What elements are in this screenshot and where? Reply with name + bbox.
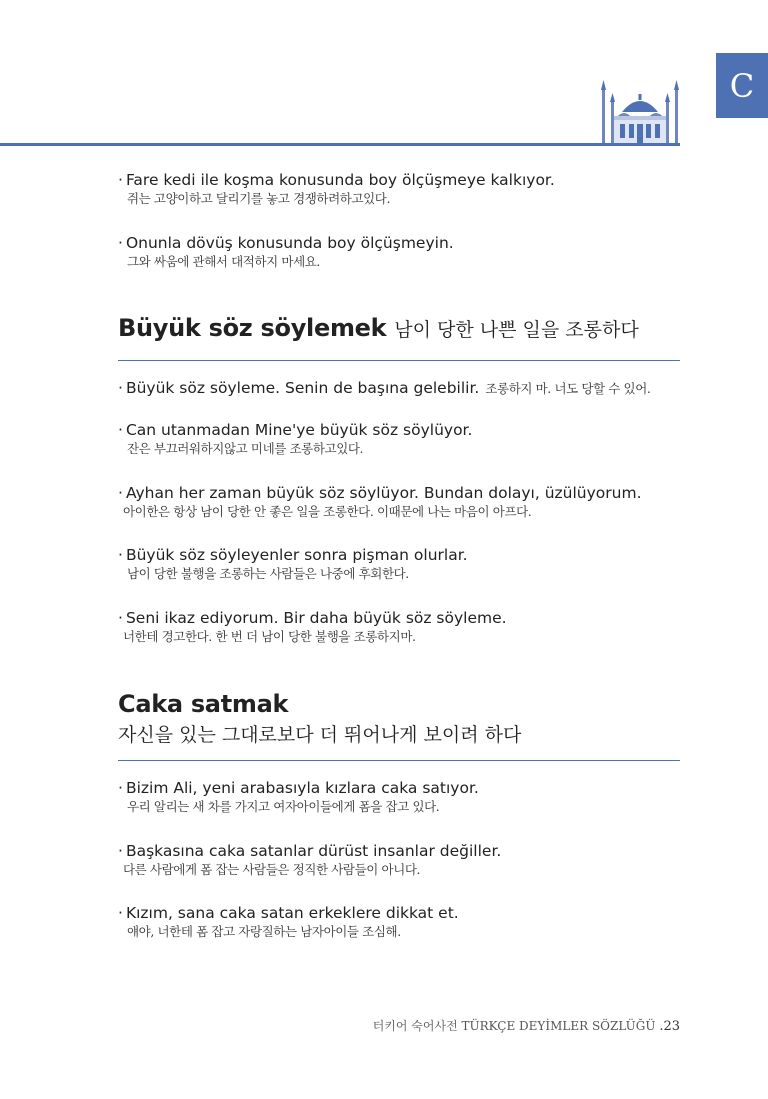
- example-entry: [118, 545, 680, 583]
- idiom-heading: [118, 690, 680, 747]
- example-entry: [118, 778, 680, 816]
- turkish-sentence: · Onunla dövüş konusunda boy ölçüşmeyin.: [118, 234, 454, 252]
- example-entry: [118, 903, 680, 941]
- turkish-sentence: · Fare kedi ile koşma konusunda boy ölçüşmeye kalkıyor.: [118, 171, 555, 189]
- header-rule: [0, 143, 680, 146]
- korean-translation: 얘야, 너한테 폼 잡고 자랑질하는 남자아이들 조심해.: [127, 924, 401, 939]
- korean-translation: 남이 당한 불행을 조롱하는 사람들은 나중에 후회한다.: [127, 566, 409, 581]
- turkish-sentence: · Seni ikaz ediyorum. Bir daha büyük söz söyleme.: [118, 609, 507, 627]
- page-footer: [373, 1017, 680, 1034]
- korean-translation: 아이한은 항상 남이 당한 안 좋은 일을 조롱한다. 이때문에 나는 마음이 아프다.: [123, 504, 532, 519]
- korean-translation: 쥐는 고양이하고 달리기를 놓고 경쟁하려하고있다.: [127, 191, 391, 206]
- page-number: .23: [659, 1019, 680, 1034]
- example-entry: [118, 420, 680, 458]
- footer-title: 터키어 숙어사전 TÜRKÇE DEYİMLER SÖZLÜĞÜ: [372, 1019, 656, 1033]
- section-rule: [118, 760, 680, 761]
- example-entry: [118, 608, 680, 646]
- korean-translation: 잔은 부끄러워하지않고 미네를 조롱하고있다.: [127, 441, 364, 456]
- turkish-sentence: · Başkasına caka satanlar dürüst insanlar değiller.: [118, 842, 502, 860]
- idiom-meaning: 남이 당한 나쁜 일을 조롱하다: [394, 319, 639, 341]
- turkish-sentence: · Can utanmadan Mine'ye büyük söz söylüyor.: [118, 421, 473, 439]
- turkish-sentence: · Ayhan her zaman büyük söz söylüyor. Bundan dolayı, üzülüyorum.: [118, 484, 642, 502]
- turkish-sentence: · Kızım, sana caka satan erkeklere dikkat et.: [118, 904, 459, 922]
- idiom-meaning: 자신을 있는 그대로보다 더 뛰어나게 보이려 하다: [118, 724, 522, 746]
- korean-translation: 우리 알리는 새 차를 가지고 여자아이들에게 폼을 잡고 있다.: [127, 799, 440, 814]
- turkish-sentence: · Büyük söz söyleme. Senin de başına gelebilir. 조롱하지 마. 너도 당할 수 있어.: [118, 379, 651, 397]
- idiom-title: Caka satmak: [118, 690, 289, 718]
- example-entry: [118, 170, 680, 208]
- turkish-sentence: · Büyük söz söyleyenler sonra pişman olurlar.: [118, 546, 468, 564]
- korean-translation: 다른 사람에게 폼 잡는 사람들은 정직한 사람들이 아니다.: [123, 862, 421, 877]
- example-entry: [118, 841, 680, 879]
- korean-translation: 너한테 경고한다. 한 번 더 남이 당한 불행을 조롱하지마.: [123, 629, 416, 644]
- section-rule: [118, 360, 680, 361]
- turkish-sentence: · Bizim Ali, yeni arabasıyla kızlara caka satıyor.: [118, 779, 479, 797]
- mosque-icon: [600, 76, 680, 144]
- korean-translation: 그와 싸움에 관해서 대적하지 마세요.: [127, 254, 320, 269]
- example-entry: [118, 378, 680, 399]
- example-entry: [118, 483, 680, 521]
- korean-translation: 조롱하지 마. 너도 당할 수 있어.: [485, 381, 651, 396]
- section-letter-tab: C: [716, 53, 768, 118]
- example-entry: [118, 233, 680, 271]
- idiom-heading: [118, 314, 680, 342]
- idiom-title: Büyük söz söylemek: [118, 314, 387, 342]
